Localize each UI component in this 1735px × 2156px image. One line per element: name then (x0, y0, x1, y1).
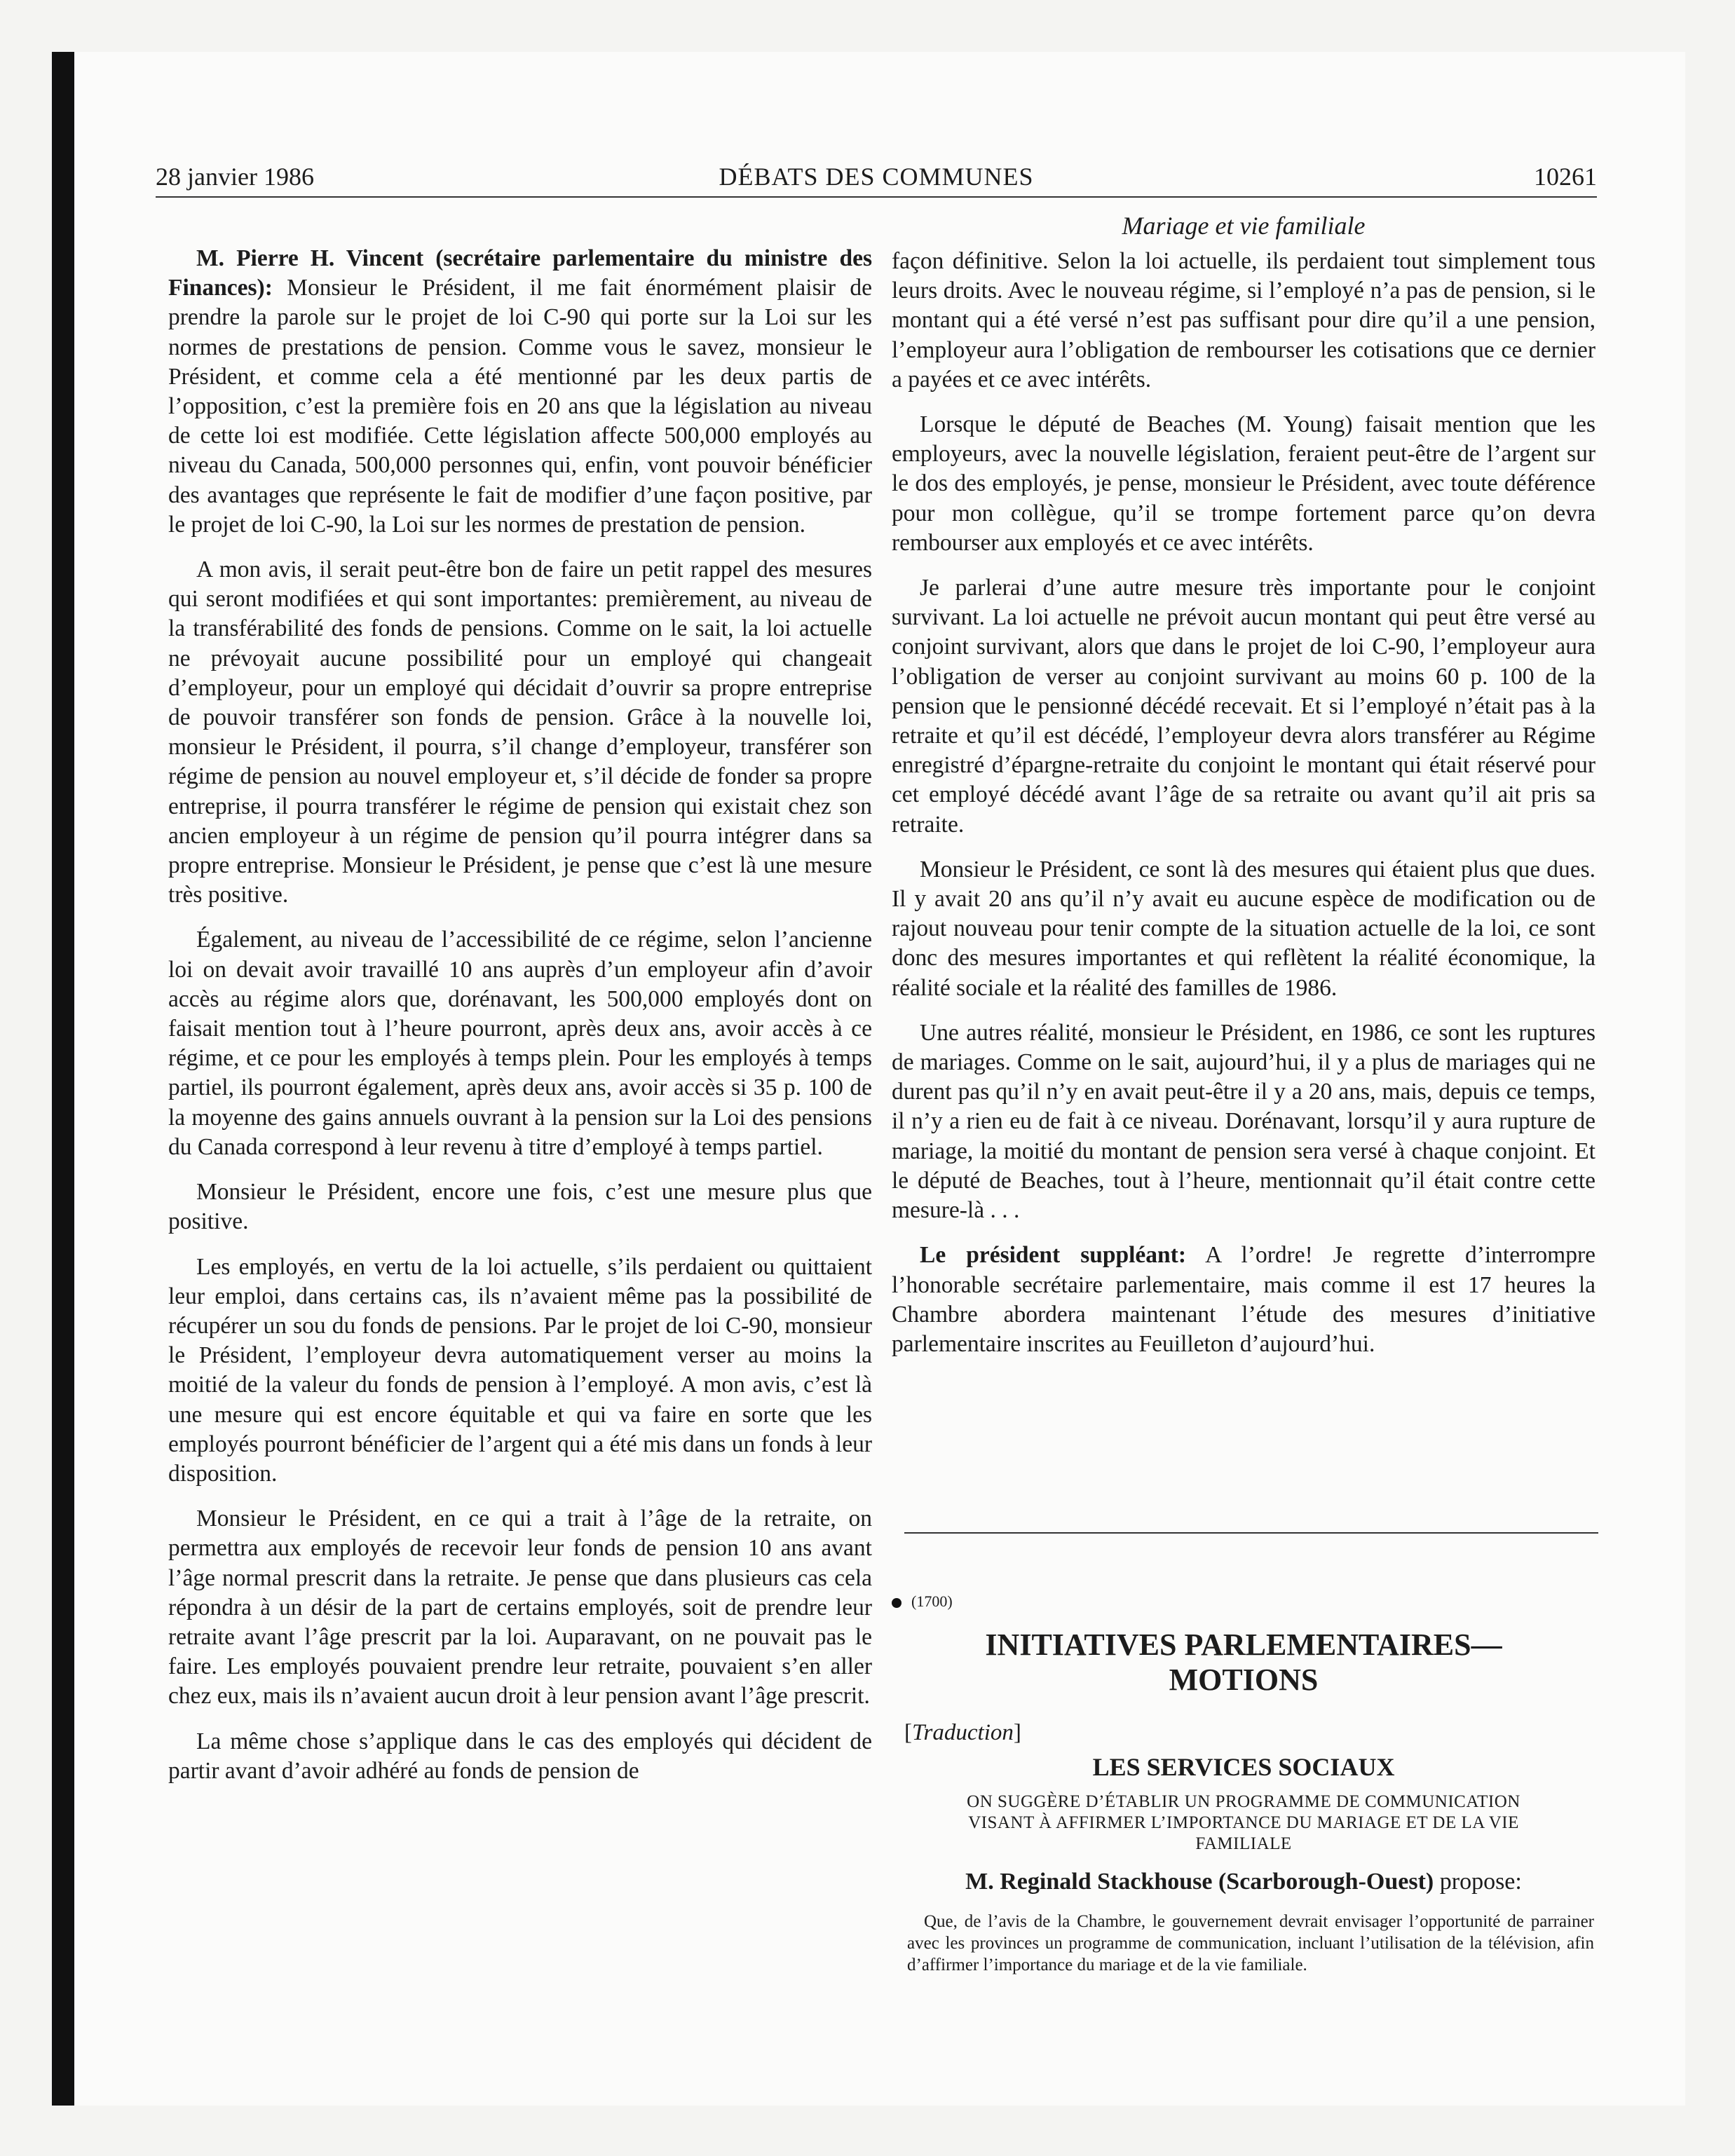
proposer-verb: propose: (1434, 1869, 1522, 1895)
running-head: Mariage et vie familiale (1122, 212, 1366, 240)
left-column (168, 244, 872, 1801)
proposer-line (892, 1867, 1595, 1897)
proposer-name: M. Reginald Stackhouse (Scarborough-Ouest) (965, 1869, 1434, 1895)
speaker-name: M. Pierre H. Vincent (secrétaire parlementaire du ministre des Finances): (168, 245, 872, 301)
paragraph: Également, au niveau de l’accessibilité de ce régime, selon l’ancienne loi on devait avoir travaillé 10 ans auprès d’un employeur afin d’avoir accès au régime alors que, dorénavant, les 500,000 employés dont on faisait mention tout à l’heure pourront, après deux ans, avoir accès à ce régime, et ce pour les employés à temps plein. Pour les employés à temps partiel, ils pourront également, après deux ans, avoir accès si 35 p. 100 de la moyenne des gains annuels ouvrant à la pension sur la Loi des pensions du Canada correspond à leur revenu à titre d’employé à temps partiel. (168, 927, 872, 1160)
timecode (892, 1591, 953, 1612)
paragraph (892, 1241, 1595, 1359)
right-column (892, 247, 1595, 1374)
paragraph (168, 244, 872, 540)
paragraph-text: Monsieur le Président, il me fait énormément plaisir de prendre la parole sur le projet de loi C-90 qui porte sur la Loi sur les normes de prestations de pension. Comme vous le savez, monsieur le Président, et comme cela a été mentionné par les deux partis de l’opposition, c’est la première fois en 20 ans que la législation au niveau de cette loi est modifiée. Cette législation affecte 500,000 employés au niveau du Canada, 500,000 personnes qui, enfin, vont pouvoir bénéficier des avantages que représente le fait de modifier d’une façon positive, par le projet de loi C-90, la Loi sur les normes de prestation de pension. (168, 275, 872, 538)
paragraph: Monsieur le Président, encore une fois, c’est une mesure plus que positive. (168, 1179, 872, 1235)
paragraph: A mon avis, il serait peut-être bon de faire un petit rappel des mesures qui seront modifiées et qui sont importantes: premièrement, au niveau de la transférabilité des fonds de pensions. Comme on le sait, la loi actuelle ne prévoyait aucune possibilité pour un employé qui changeait d’employeur, pour un employé qui décidait d’ouvrir sa propre entreprise de pouvoir transférer son fonds de pension. Grâce à la nouvelle loi, monsieur le Président, il pourra, s’il change d’employeur, transférer son régime de pension au nouvel employeur et, s’il décide de fonder sa propre entreprise, il pourra transférer le régime de pension qui existait chez son ancien employeur à un régime de pension qu’il pourra intégrer dans sa propre entreprise. Monsieur le Président, je pense que c’est là une mesure très positive. (168, 557, 872, 908)
page-header (156, 161, 1597, 198)
timecode-text: (1700) (911, 1592, 953, 1610)
translation-note-text: Traduction (912, 1720, 1014, 1745)
subject-description-line: ON SUGGÈRE D’ÉTABLIR UN PROGRAMME DE COMMUNICATION (967, 1792, 1520, 1811)
paragraph-text: A l’ordre! Je regrette d’interrompre l’honorable secrétaire parlementaire, mais comme il est 17 heures la Chambre abordera maintenant l’étude des mesures d’initiative parlementaire inscrites au Feuilleton d’aujourd’hui. (892, 1242, 1595, 1357)
paragraph: Une autres réalité, monsieur le Président, en 1986, ce sont les ruptures de mariages. Comme on le sait, aujourd’hui, il y a plus de mariages qui ne durent pas qu’il n’y en avait peut-être il y a 20 ans, mais, depuis ce temps, il n’y a rien eu de fait à ce niveau. Dorénavant, lorsqu’il y aura rupture de mariage, la moitié du montant de pension sera versé à chaque conjoint. Et le député de Beaches, tout à l’heure, mentionnait qu’il était contre cette mesure-là . . . (892, 1019, 1595, 1224)
scan-edge-bar (52, 52, 74, 2106)
header-page-number: 10261 (1534, 163, 1597, 191)
speaker-name: Le président suppléant: (920, 1242, 1186, 1269)
translation-note: [Traduction] (904, 1720, 1021, 1745)
section-divider (904, 1532, 1598, 1534)
subject-description (892, 1792, 1595, 1855)
motion-text: Que, de l’avis de la Chambre, le gouvernement devrait envisager l’opportunité de parrainer avec les provinces un programme de communication, incluant l’utilisation de la télévision, afin d’affirmer l’importance du mariage et de la vie familiale. (907, 1912, 1594, 1974)
subject-description-line: FAMILIALE (1195, 1834, 1292, 1853)
paragraph: Je parlerai d’une autre mesure très importante pour le conjoint survivant. La loi actuelle ne prévoit aucun montant qui peut être versé au conjoint survivant, alors que dans le projet de loi C-90, l’employeur aura l’obligation de verser au conjoint survivant au moins 60 p. 100 de la pension que le pensionné décédé recevait. Et si l’employé n’était pas à la retraite et qu’il est décédé, l’employeur devra alors transférer au Régime enregistré d’épargne-retraite du conjoint le montant qui était réservé pour cet employé décédé avant l’âge de sa retraite ou avant qu’il ait pris sa retraite. (892, 575, 1595, 838)
paragraph: Lorsque le député de Beaches (M. Young) faisait mention que les employeurs, avec la nouvelle législation, feraient peut-être de l’argent sur le dos des employés, je pense, monsieur le Président, avec toute déférence pour mon collègue, qu’il se trompe fortement parce qu’on devra rembourser aux employés et ce avec intérêts. (892, 411, 1595, 556)
header-title: DÉBATS DES COMMUNES (719, 163, 1034, 191)
section-title-line: MOTIONS (1169, 1663, 1319, 1697)
section-title (892, 1628, 1595, 1698)
subject-description-line: VISANT À AFFIRMER L’IMPORTANCE DU MARIAGE ET DE LA VIE (968, 1813, 1519, 1832)
paragraph: Les employés, en vertu de la loi actuelle, s’ils perdaient ou quittaient leur emploi, dans certains cas, ils n’avaient même pas la possibilité de récupérer un sou du fonds de pensions. Par le projet de loi C-90, monsieur le Président, l’employeur devra automatiquement verser au moins la moitié de la valeur du fonds de pension à l’employé. A mon avis, c’est là une mesure qui est encore équitable et qui va faire en sorte que les employés pourront bénéficier de l’argent qui a été mis dans un fonds à leur disposition. (168, 1253, 872, 1487)
subject-title: LES SERVICES SOCIAUX (1092, 1753, 1395, 1781)
paragraph: façon définitive. Selon la loi actuelle, ils perdaient tout simplement tous leurs droits. Avec le nouveau régime, si l’employé n’a pas de pension, si le montant qui a été versé n’est pas suffisant pour dire qu’il a une pension, l’employeur aura l’obligation de rembourser les cotisations que ce dernier a payées et ce avec intérêts. (892, 248, 1595, 393)
bullet-icon (892, 1598, 901, 1608)
paragraph: Monsieur le Président, ce sont là des mesures qui étaient plus que dues. Il y avait 20 ans qu’il n’y avait eu aucune espèce de modification ou de rajout nouveau pour tenir compte de la situation actuelle de la loi, ce sont donc des mesures importantes et qui reflètent la réalité économique, la réalité sociale et la réalité des familles de 1986. (892, 856, 1595, 1001)
paragraph: La même chose s’applique dans le cas des employés qui décident de partir avant d’avoir adhéré au fonds de pension de (168, 1728, 872, 1784)
section-title-line: INITIATIVES PARLEMENTAIRES— (985, 1628, 1502, 1662)
header-date: 28 janvier 1986 (156, 163, 314, 191)
paragraph: Monsieur le Président, en ce qui a trait à l’âge de la retraite, on permettra aux employés de recevoir leur fonds de pension 10 ans avant l’âge normal prescrit dans la retraite. Je pense que dans plusieurs cas cela répondra à un désir de la part de certains employés, soit de prendre leur retraite avant l’âge prescrit par la loi. Auparavant, on ne pouvait pas le faire. Les employés pouvaient prendre leur retraite, pouvaient s’en aller chez eux, mais ils n’avaient aucun droit à leur pension avant l’âge prescrit. (168, 1506, 872, 1710)
